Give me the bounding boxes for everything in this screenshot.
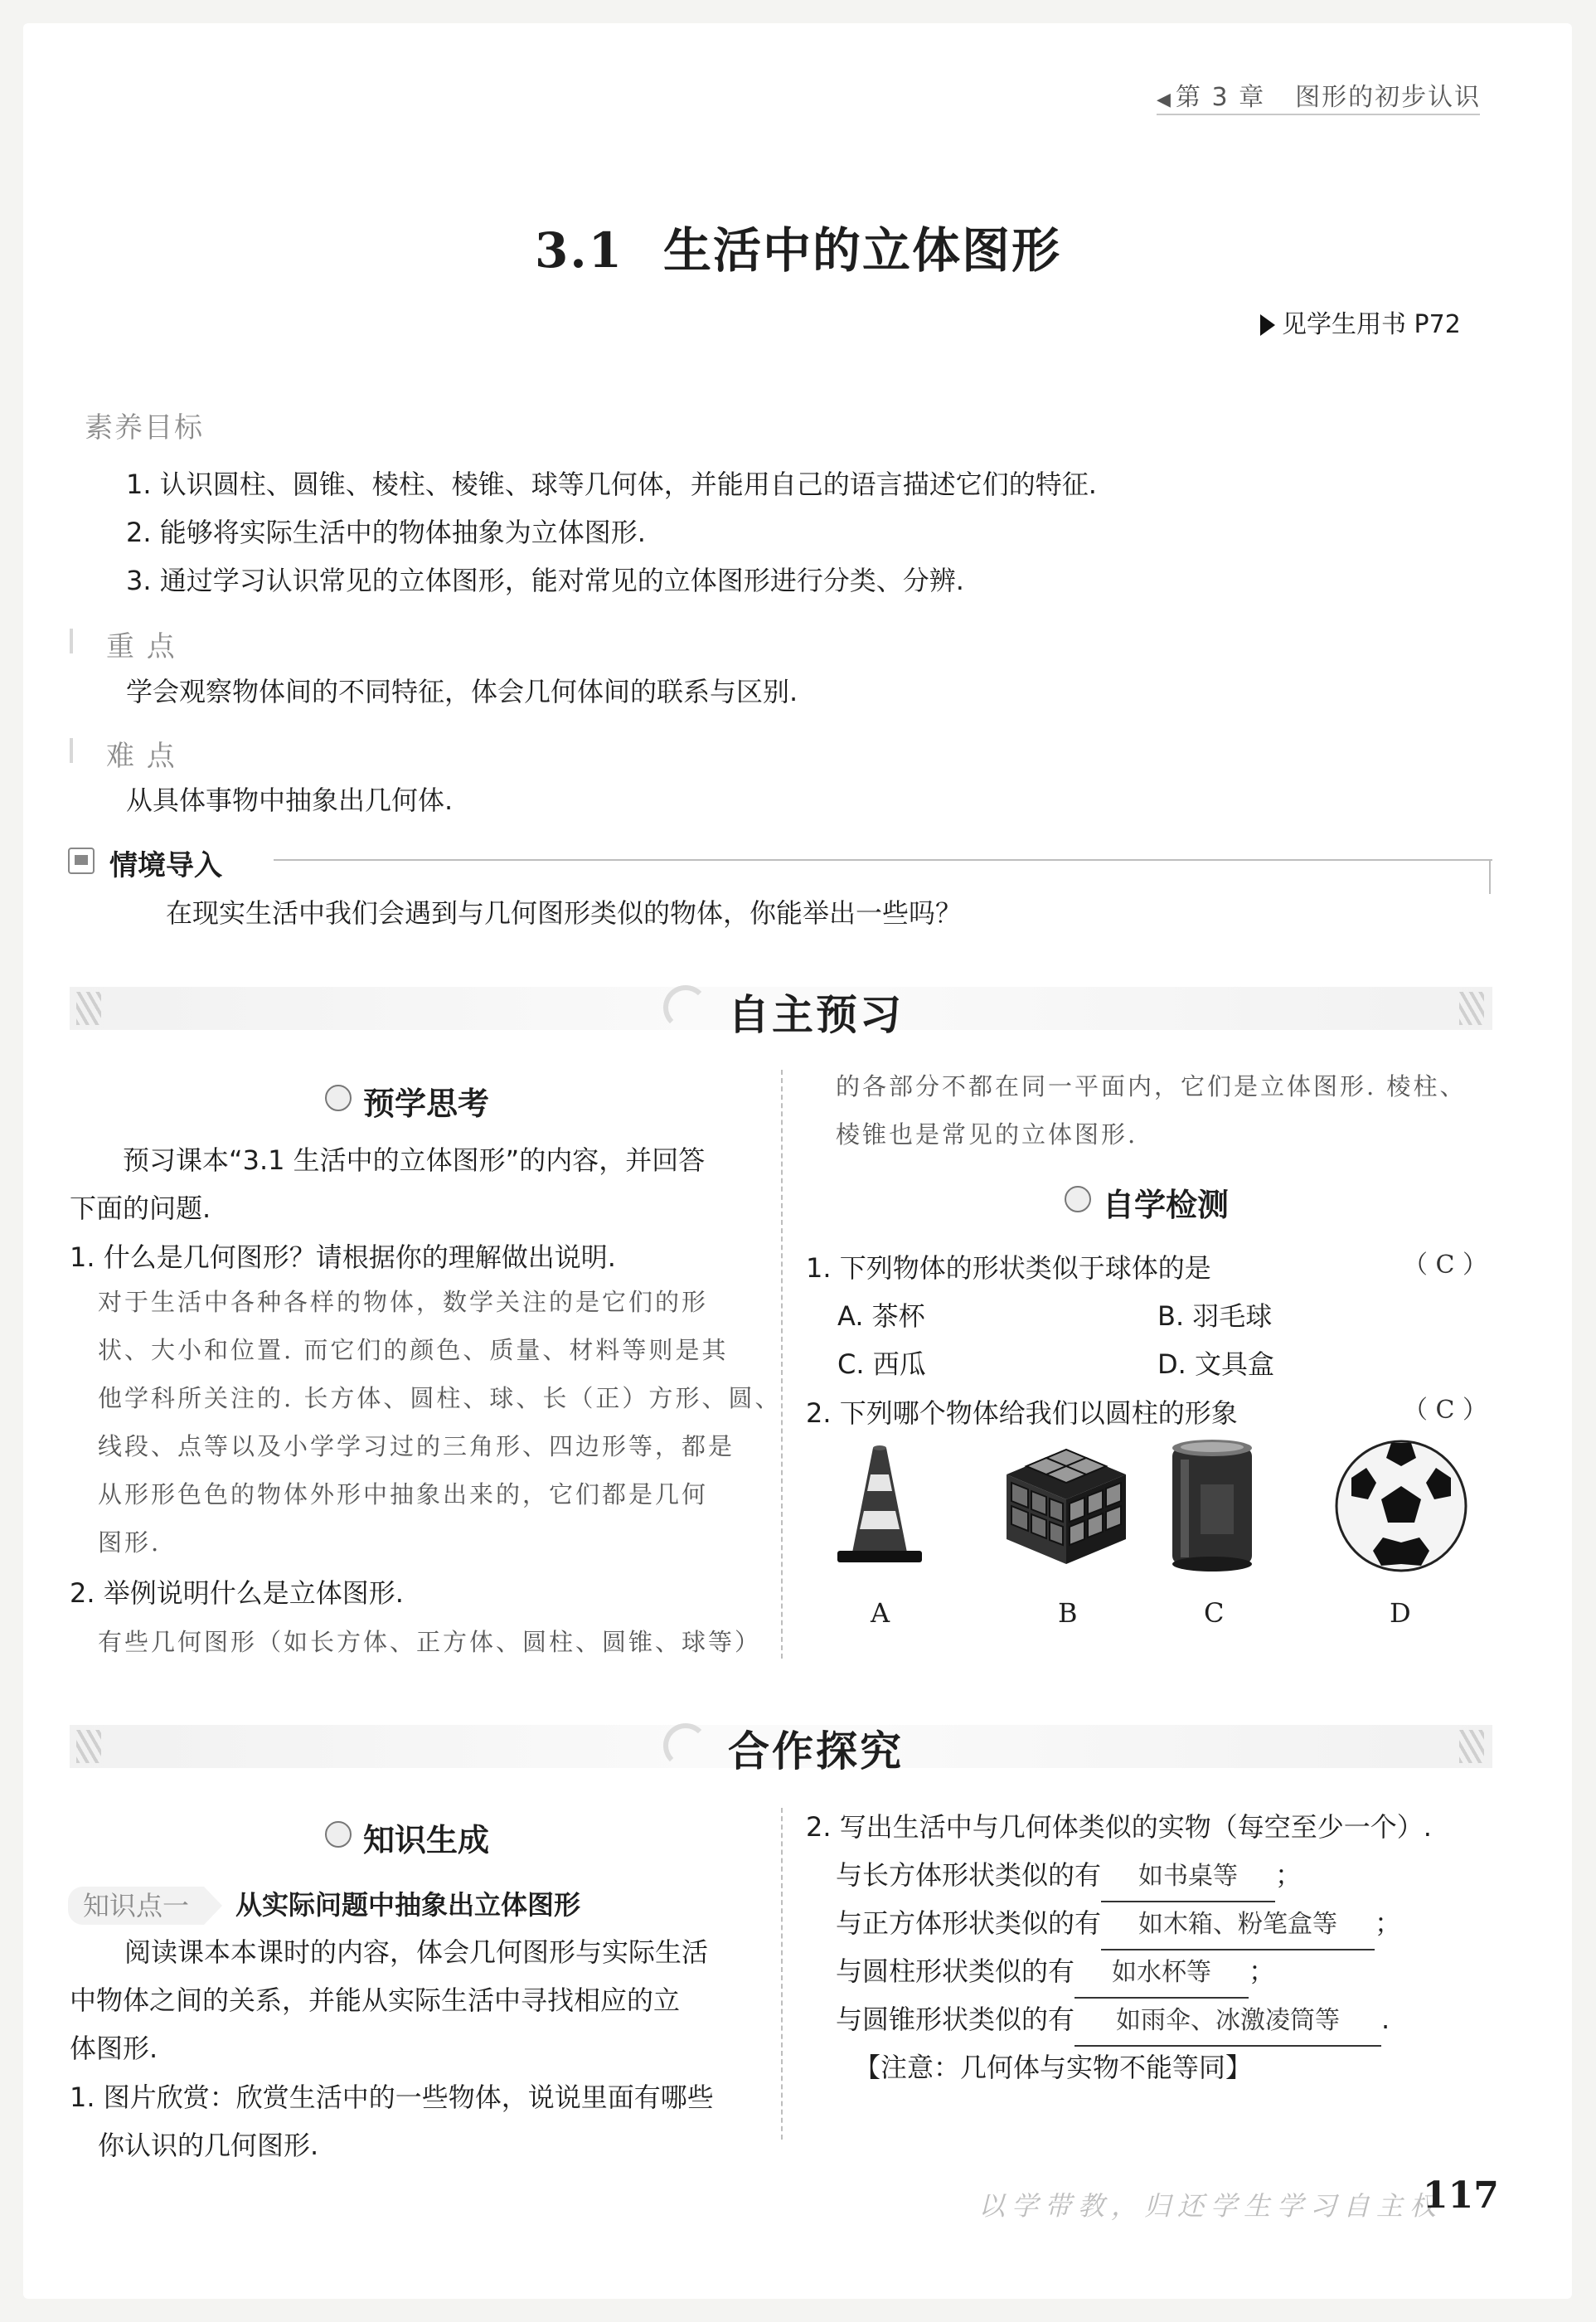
cooperate-question-2: 2. 写出生活中与几何体类似的实物（每空至少一个）. (806, 1811, 1432, 1843)
question-2: 2. 举例说明什么是立体图形. (70, 1577, 404, 1609)
option-c: C. 西瓜 (837, 1348, 926, 1380)
header-rule (1157, 114, 1480, 115)
knowledge-intro: 中物体之间的关系，并能从实际生活中寻找相应的立 (70, 1984, 681, 2016)
footer-slogan: 以学带教，归还学生学习自主权 (978, 2190, 1443, 2222)
question-1: 1. 什么是几何图形？请根据你的理解做出说明. (70, 1241, 616, 1273)
key-point-text: 学会观察物体间的不同特征，体会几何体间的联系与区别. (126, 676, 798, 707)
knowledge-point-tag: 知识点一 (68, 1887, 204, 1925)
check-title: 自学检测 (1103, 1187, 1230, 1223)
band-stripe-right (1459, 992, 1484, 1025)
reference-note (1260, 304, 1461, 340)
image-label-d: D (1390, 1597, 1411, 1629)
fill-end: ； (1249, 1955, 1276, 1987)
column-divider (781, 1808, 783, 2140)
section-number: 3.1 (535, 222, 623, 279)
knowledge-title: 知识生成 (363, 1822, 490, 1858)
soccer-ball-image (1327, 1435, 1476, 1576)
check-answer-1: （ C ） (1403, 1251, 1488, 1280)
scene-text: 在现实生活中我们会遇到与几何图形类似的物体，你能举出一些吗？ (166, 897, 963, 929)
check-question-1: 1. 下列物体的形状类似于球体的是 (806, 1252, 1211, 1284)
cooperate-question-1: 1. 图片欣赏：欣赏生活中的一些物体，说说里面有哪些 (70, 2082, 714, 2113)
fill-end: . (1381, 2004, 1390, 2035)
image-label-a: A (871, 1597, 890, 1629)
scene-icon (68, 848, 95, 874)
scene-title: 情境导入 (109, 849, 222, 882)
rubiks-cube-image (1000, 1443, 1133, 1567)
chapter-number: 第 3 章 (1175, 83, 1266, 112)
section-arc-icon (663, 985, 708, 1030)
goal-item: 3. 通过学习认识常见的立体图形，能对常见的立体图形进行分类、分辨. (126, 565, 964, 596)
key-point-marker (70, 629, 73, 653)
fill-row (836, 1995, 1390, 2047)
fill-blank (1101, 1899, 1375, 1950)
answer-line: 线段、点等以及小学学习过的三角形、四边形等，都是 (98, 1432, 735, 1460)
goals-label: 素养目标 (85, 411, 204, 444)
fill-answer: 如雨伞、冰激凌筒等 (1116, 2006, 1341, 2035)
option-d: D. 文具盒 (1157, 1348, 1274, 1380)
band-stripe-right (1459, 1730, 1484, 1763)
fill-answer: 如木箱、粉笔盒等 (1138, 1910, 1338, 1939)
fill-row (836, 1947, 1275, 1999)
answer-line: 从形形色色的物体外形中抽象出来的，它们都是几何 (98, 1480, 709, 1508)
prestudy-intro: 预习课本“3.1 生活中的立体图形”的内容，并回答 (123, 1144, 706, 1176)
soda-can-image (1162, 1435, 1262, 1576)
option-a: A. 茶杯 (837, 1300, 925, 1332)
cooperate-title: 合作探究 (728, 1727, 904, 1776)
reference-text: 见学生用书 P72 (1282, 310, 1461, 339)
fill-answer: 如书桌等 (1138, 1862, 1239, 1891)
key-point-label: 重 点 (106, 630, 177, 663)
prestudy-intro: 下面的问题. (70, 1193, 211, 1224)
prestudy-icon (325, 1085, 352, 1111)
chapter-header (1157, 76, 1481, 113)
chapter-arrow-icon: ◀ (1157, 90, 1172, 110)
answer-line: 有些几何图形（如长方体、正方体、圆柱、圆锥、球等） (98, 1628, 762, 1656)
scene-divider (274, 859, 1492, 861)
answer-line: 对于生活中各种各样的物体，数学关注的是它们的形 (98, 1288, 709, 1316)
section-title-text: 生活中的立体图形 (662, 222, 1061, 279)
check-question-2: 2. 下列哪个物体给我们以圆柱的形象 (806, 1397, 1238, 1429)
difficult-point-marker (70, 738, 73, 763)
answer-line: 他学科所关注的. 长方体、圆柱、球、长（正）方形、圆、 (98, 1384, 782, 1412)
image-label-c: C (1204, 1597, 1225, 1629)
fill-end: ； (1275, 1859, 1303, 1891)
chapter-title: 图形的初步认识 (1295, 83, 1482, 112)
difficult-point-text: 从具体事物中抽象出几何体. (126, 785, 454, 816)
fill-prefix: 与长方体形状类似的有 (836, 1859, 1102, 1891)
section-arc-icon (663, 1723, 708, 1768)
difficult-point-label: 难 点 (106, 740, 177, 773)
image-label-b: B (1058, 1597, 1078, 1629)
band-stripe-left (76, 1730, 101, 1763)
fill-prefix: 与圆柱形状类似的有 (836, 1955, 1075, 1987)
answer-line: 的各部分不都在同一平面内，它们是立体图形. 棱柱、 (836, 1072, 1467, 1100)
fill-blank (1101, 1851, 1275, 1902)
option-b: B. 羽毛球 (1157, 1300, 1273, 1332)
play-triangle-icon (1260, 314, 1275, 336)
knowledge-intro: 阅读课本本课时的内容，体会几何图形与实际生活 (124, 1936, 709, 1968)
cooperate-question-1: 你认识的几何图形. (98, 2130, 319, 2161)
goal-item: 1. 认识圆柱、圆锥、棱柱、棱锥、球等几何体，并能用自己的语言描述它们的特征. (126, 469, 1097, 500)
traffic-cone-image (834, 1441, 925, 1574)
answer-line: 棱锥也是常见的立体图形. (836, 1120, 1138, 1149)
fill-row (836, 1899, 1401, 1950)
self-study-title: 自主预习 (728, 991, 904, 1039)
fill-blank (1075, 1995, 1381, 2047)
section-title (0, 211, 1596, 281)
knowledge-point-title: 从实际问题中抽象出立体图形 (235, 1889, 581, 1921)
column-divider (781, 1070, 783, 1659)
check-icon (1065, 1186, 1091, 1212)
answer-line: 图形. (98, 1528, 162, 1557)
band-stripe-left (76, 992, 101, 1025)
scene-divider-end (1489, 859, 1491, 894)
fill-prefix: 与圆锥形状类似的有 (836, 2004, 1075, 2035)
fill-prefix: 与正方体形状类似的有 (836, 1907, 1102, 1939)
goal-item: 2. 能够将实际生活中的物体抽象为立体图形. (126, 517, 646, 548)
cooperate-note: 【注意：几何体与实物不能等同】 (854, 2052, 1253, 2083)
knowledge-icon (325, 1821, 352, 1848)
prestudy-title: 预学思考 (363, 1086, 490, 1122)
fill-row (836, 1851, 1302, 1902)
knowledge-intro: 体图形. (70, 2033, 158, 2064)
page-number: 117 (1423, 2174, 1499, 2217)
fill-end: ； (1375, 1907, 1402, 1939)
check-answer-2: （ C ） (1403, 1396, 1488, 1425)
answer-line: 状、大小和位置. 而它们的颜色、质量、材料等则是其 (98, 1336, 729, 1364)
fill-answer: 如水杯等 (1112, 1958, 1212, 1987)
fill-blank (1075, 1947, 1249, 1999)
